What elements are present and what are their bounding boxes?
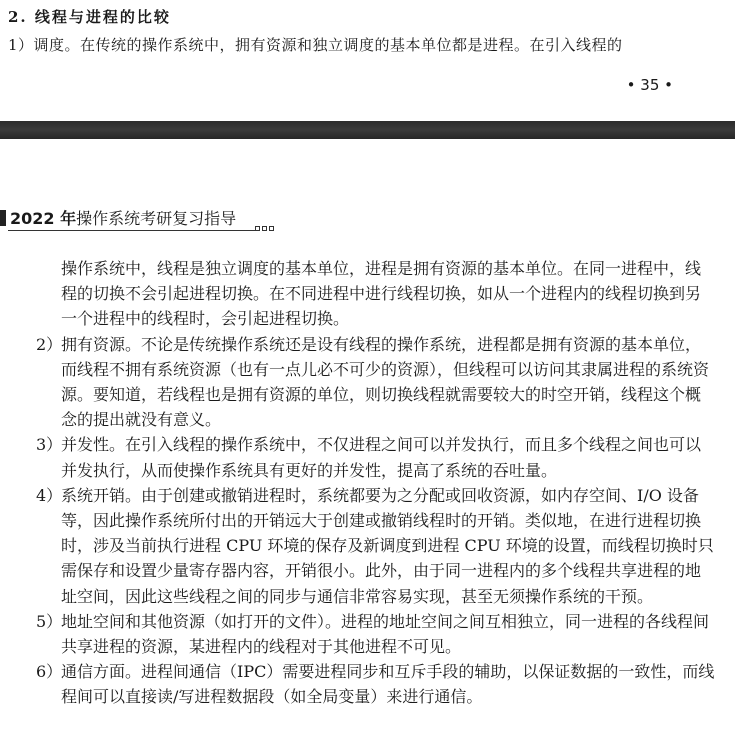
header-year: 2022 年 [10, 209, 77, 228]
item-text: 由于创建或撤销进程时，系统都要为之分配或回收资源，如内存空间、I/O 设备等，因此操作系统所付出的开销远大于创建或撤销线程时的开销。类似地，在进行进程切换时，涉及当前执行进程 CPU 环境的保存及新调度到进程 CPU 环境的设置，而线程切换时只需保存和设置少量寄存器内容，开销很小。此外，由于同一进程内的多个线程共享进程的地址空间，因此这些线程之间的同步与通信非常容易实现，甚至无须操作系统的干预。 [61, 485, 714, 606]
list-item [36, 609, 716, 659]
item-body [61, 432, 716, 482]
item-body [61, 483, 716, 609]
page-divider-bar [0, 121, 735, 139]
list-item [36, 483, 716, 609]
item-text: 不论是传统操作系统还是设有线程的操作系统，进程都是拥有资源的基本单位，而线程不拥有系统资源（也有一点儿必不可少的资源），但线程可以访问其隶属进程的系统资源。要知道，若线程也是拥有资源的单位，则切换线程就需要较大的时空开销，线程这个概念的提出就没有意义。 [61, 334, 710, 430]
item-number: 5） [36, 611, 63, 631]
item-keyword: 拥有资源。 [61, 334, 142, 354]
intro-paragraph: 操作系统中，线程是独立调度的基本单位，进程是拥有资源的基本单位。在同一进程中，线程的切换不会引起进程切换。在不同进程中进行线程切换，如从一个进程内的线程切换到另一个进程中的线程时，会引起进程切换。 [61, 259, 702, 329]
item-body [61, 609, 716, 659]
item-number: 6） [36, 662, 63, 682]
header-rule [8, 230, 255, 231]
list-item [36, 332, 716, 433]
page-number: • 35 • [626, 76, 673, 94]
header-marker-icon [0, 210, 6, 226]
body-content [36, 256, 716, 710]
item-keyword: 系统开销。 [61, 485, 142, 505]
item-body [61, 659, 716, 709]
item-number: 2） [36, 334, 63, 354]
item-text: 进程间通信（IPC）需要进程同步和互斥手段的辅助，以保证数据的一致性，而线程间可以直接读/写进程数据段（如全局变量）来进行通信。 [61, 662, 715, 707]
section-title: 2. 线程与进程的比较 [8, 8, 171, 26]
list-item [36, 659, 716, 709]
item-keyword: 地址空间和其他资源 [61, 611, 206, 631]
item-keyword: 并发性。 [61, 435, 126, 455]
item-number: 3） [36, 435, 63, 455]
header-decoration-icon [255, 226, 274, 231]
item-text: （如打开的文件）。进程的地址空间之间互相独立，同一进程的各线程间共享进程的资源，某进程内的线程对于其他进程不可见。 [61, 611, 710, 657]
item-number: 4） [36, 485, 63, 505]
item-keyword: 通信方面。 [61, 662, 142, 682]
previous-page-text: 1）调度。在传统的操作系统中，拥有资源和独立调度的基本单位都是进程。在引入线程的 [8, 36, 623, 54]
header-title: 操作系统考研复习指导 [76, 209, 237, 228]
item-body [61, 332, 716, 433]
header-text [10, 206, 236, 229]
list-item [36, 432, 716, 482]
running-header [0, 204, 300, 236]
item-text: 在引入线程的操作系统中，不仅进程之间可以并发执行，而且多个线程之间也可以并发执行，从而使操作系统具有更好的并发性，提高了系统的吞吐量。 [61, 435, 702, 480]
